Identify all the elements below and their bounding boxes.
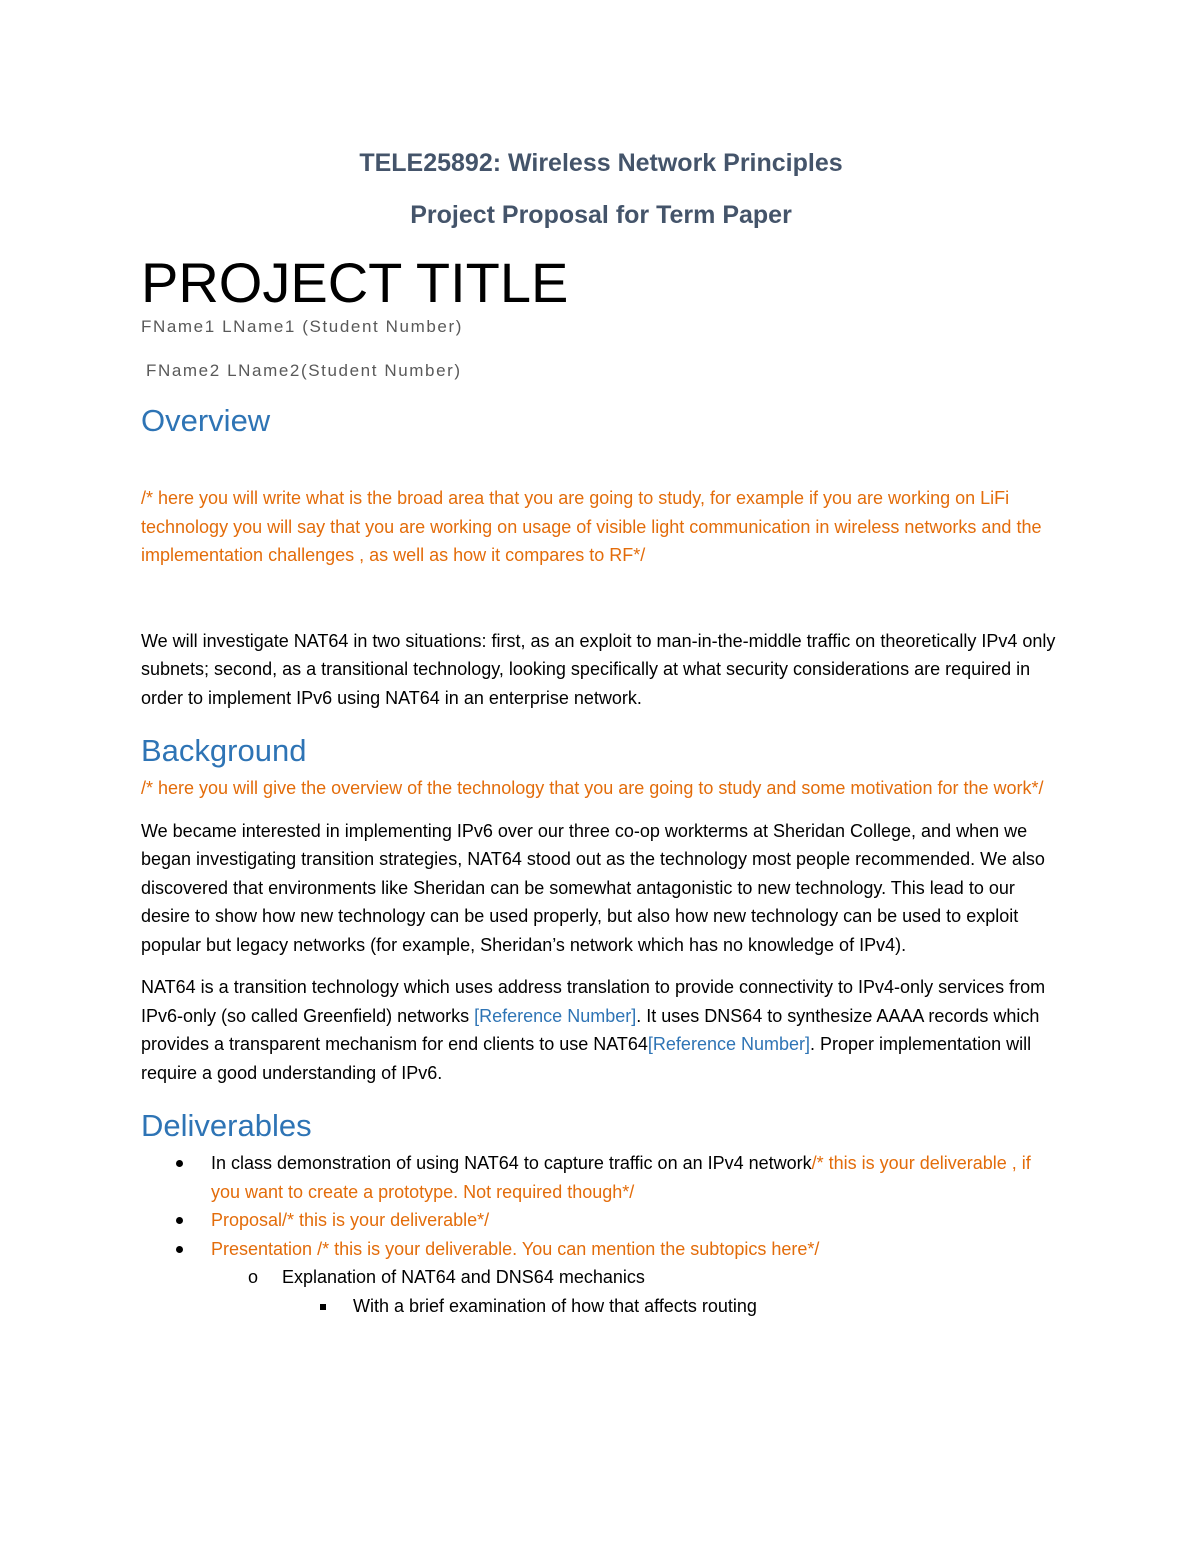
background-paragraph-1: We became interested in implementing IPv6 over our three co-op workterms at Sheridan College, and when we began investigating transition strategies, NAT64 stood out as the technology most people recommended. We also discovered that environments like Sheridan can be somewhat antagonistic to new technology. This lead to our desire to show how new technology can be used properly, but also how new technology can be used to exploit popular but legacy networks (for example, Sheridan’s network which has no knowledge of IPv4). [141, 820, 1045, 955]
document-body [141, 140, 1061, 1320]
list-item [141, 1206, 1061, 1235]
author-1: FName1 LName1 (Student Number) [141, 317, 464, 336]
proposal-title: Project Proposal for Term Paper [410, 201, 792, 229]
deliverable-1-note: /* this is your deliverable , if you want to create a prototype. Not required though*/ [211, 1153, 1031, 1202]
bullet-square-icon [320, 1304, 326, 1310]
bullet-disc-icon [176, 1246, 183, 1253]
reference-placeholder-2: [Reference Number] [647, 1034, 810, 1054]
author-2: FName2 LName2(Student Number) [146, 361, 462, 380]
deliverable-1-text: In class demonstration of using NAT64 to capture traffic on an IPv4 network [211, 1153, 812, 1173]
deliverables-list [141, 1149, 1061, 1320]
project-title: PROJECT TITLE [141, 251, 569, 314]
bullet-disc-icon [176, 1217, 183, 1224]
background-paragraph-2-part-c: . Proper implementation will require a good understanding of IPv6. [141, 1034, 1032, 1083]
deliverable-2-text: Proposal/* this is your deliverable*/ [211, 1210, 490, 1230]
bullet-circle-icon: o [248, 1267, 259, 1287]
list-item [141, 1235, 1061, 1264]
deliverables-heading: Deliverables [141, 1108, 312, 1143]
list-item [141, 1263, 1061, 1292]
overview-heading: Overview [141, 403, 271, 438]
overview-paragraph: We will investigate NAT64 in two situations: first, as an exploit to man-in-the-middle traffic on theoretically IPv4 only subnets; second, as a transitional technology, looking specifically at what security considerations are required in order to implement IPv6 using NAT64 in an enterprise network. [141, 630, 1056, 708]
bullet-disc-icon [176, 1160, 183, 1167]
background-instruction-note: /* here you will give the overview of the technology that you are going to study and some motivation for the work*/ [141, 778, 1044, 798]
background-paragraph-2-part-a: NAT64 is a transition technology which uses address translation to provide connectivity to IPv4-only services from IPv6-only (so called Greenfield) networks [141, 977, 1046, 1026]
reference-placeholder-1: [Reference Number] [474, 1005, 637, 1026]
background-paragraph-2-part-b: . It uses DNS64 to synthesize AAAA records which provides a transparent mechanism for end clients to use NAT64 [141, 1005, 1040, 1054]
deliverable-subsubitem-text: With a brief examination of how that affects routing [353, 1295, 757, 1316]
list-item [141, 1149, 1061, 1206]
overview-instruction-note: /* here you will write what is the broad area that you are going to study, for example if you are working on LiFi technology you will say that you are working on usage of visible light communication in wireless networks and the implementation challenges , as well as how it compares to RF*/ [141, 488, 1042, 565]
list-item [141, 1292, 1061, 1321]
deliverable-subitem-text: Explanation of NAT64 and DNS64 mechanics [282, 1267, 645, 1287]
course-title: TELE25892: Wireless Network Principles [359, 149, 843, 177]
deliverable-3-text: Presentation /* this is your deliverable. You can mention the subtopics here*/ [211, 1238, 820, 1259]
background-paragraph-2 [141, 973, 1061, 1087]
background-heading: Background [141, 733, 307, 768]
